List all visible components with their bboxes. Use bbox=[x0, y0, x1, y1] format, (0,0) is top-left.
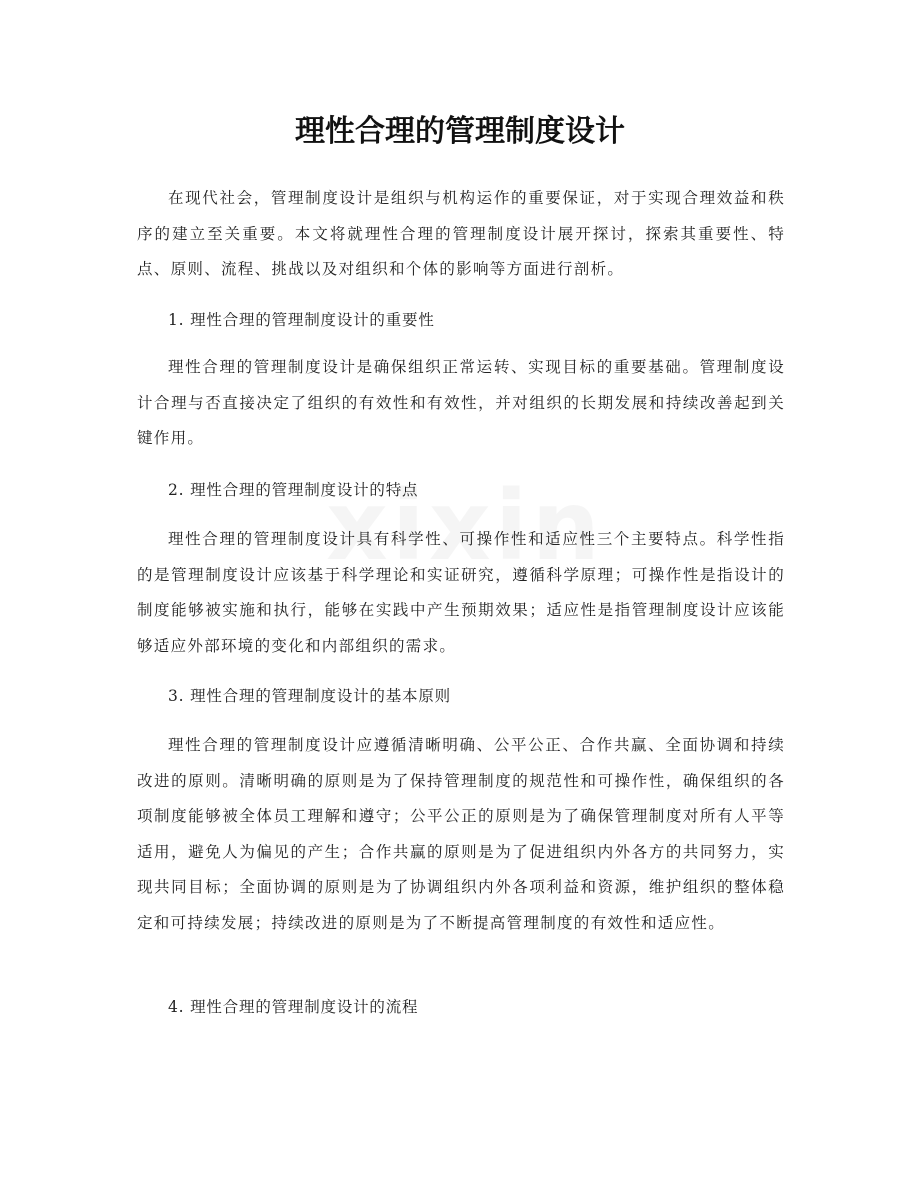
section-heading-1: 1. 理性合理的管理制度设计的重要性 bbox=[168, 311, 435, 329]
section-heading-4: 4. 理性合理的管理制度设计的流程 bbox=[168, 998, 419, 1016]
section-body-3: 理性合理的管理制度设计应遵循清晰明确、公平公正、合作共赢、全面协调和持续改进的原则。清晰明确的原则是为了保持管理制度的规范性和可操作性，确保组织的各项制度能够被全体员工理解和遵守；公平公正的原则是为了确保管理制度对所有人平等适用，避免人为偏见的产生；合作共赢的原则是为了促进组织内外各方的共同努力，实现共同目标；全面协调的原则是为了协调组织内外各项利益和资源，维护组织的整体稳定和可持续发展；持续改进的原则是为了不断提高管理制度的有效性和适应性。 bbox=[137, 736, 785, 932]
section-body-2: 理性合理的管理制度设计具有科学性、可操作性和适应性三个主要特点。科学性指的是管理制度设计应该基于科学理论和实证研究，遵循科学原理；可操作性是指设计的制度能够被实施和执行，能够在实践中产生预期效果；适应性是指管理制度设计应该能够适应外部环境的变化和内部组织的需求。 bbox=[137, 530, 785, 655]
section-body-1: 理性合理的管理制度设计是确保组织正常运转、实现目标的重要基础。管理制度设计合理与否直接决定了组织的有效性和有效性，并对组织的长期发展和持续改善起到关键作用。 bbox=[137, 358, 785, 447]
section-heading-3: 3. 理性合理的管理制度设计的基本原则 bbox=[168, 687, 451, 705]
document-title: 理性合理的管理制度设计 bbox=[295, 114, 625, 149]
section-heading-2: 2. 理性合理的管理制度设计的特点 bbox=[168, 481, 419, 499]
intro-paragraph: 在现代社会，管理制度设计是组织与机构运作的重要保证，对于实现合理效益和秩序的建立至关重要。本文将就理性合理的管理制度设计展开探讨，探索其重要性、特点、原则、流程、挑战以及对组织和个体的影响等方面进行剖析。 bbox=[137, 189, 785, 278]
